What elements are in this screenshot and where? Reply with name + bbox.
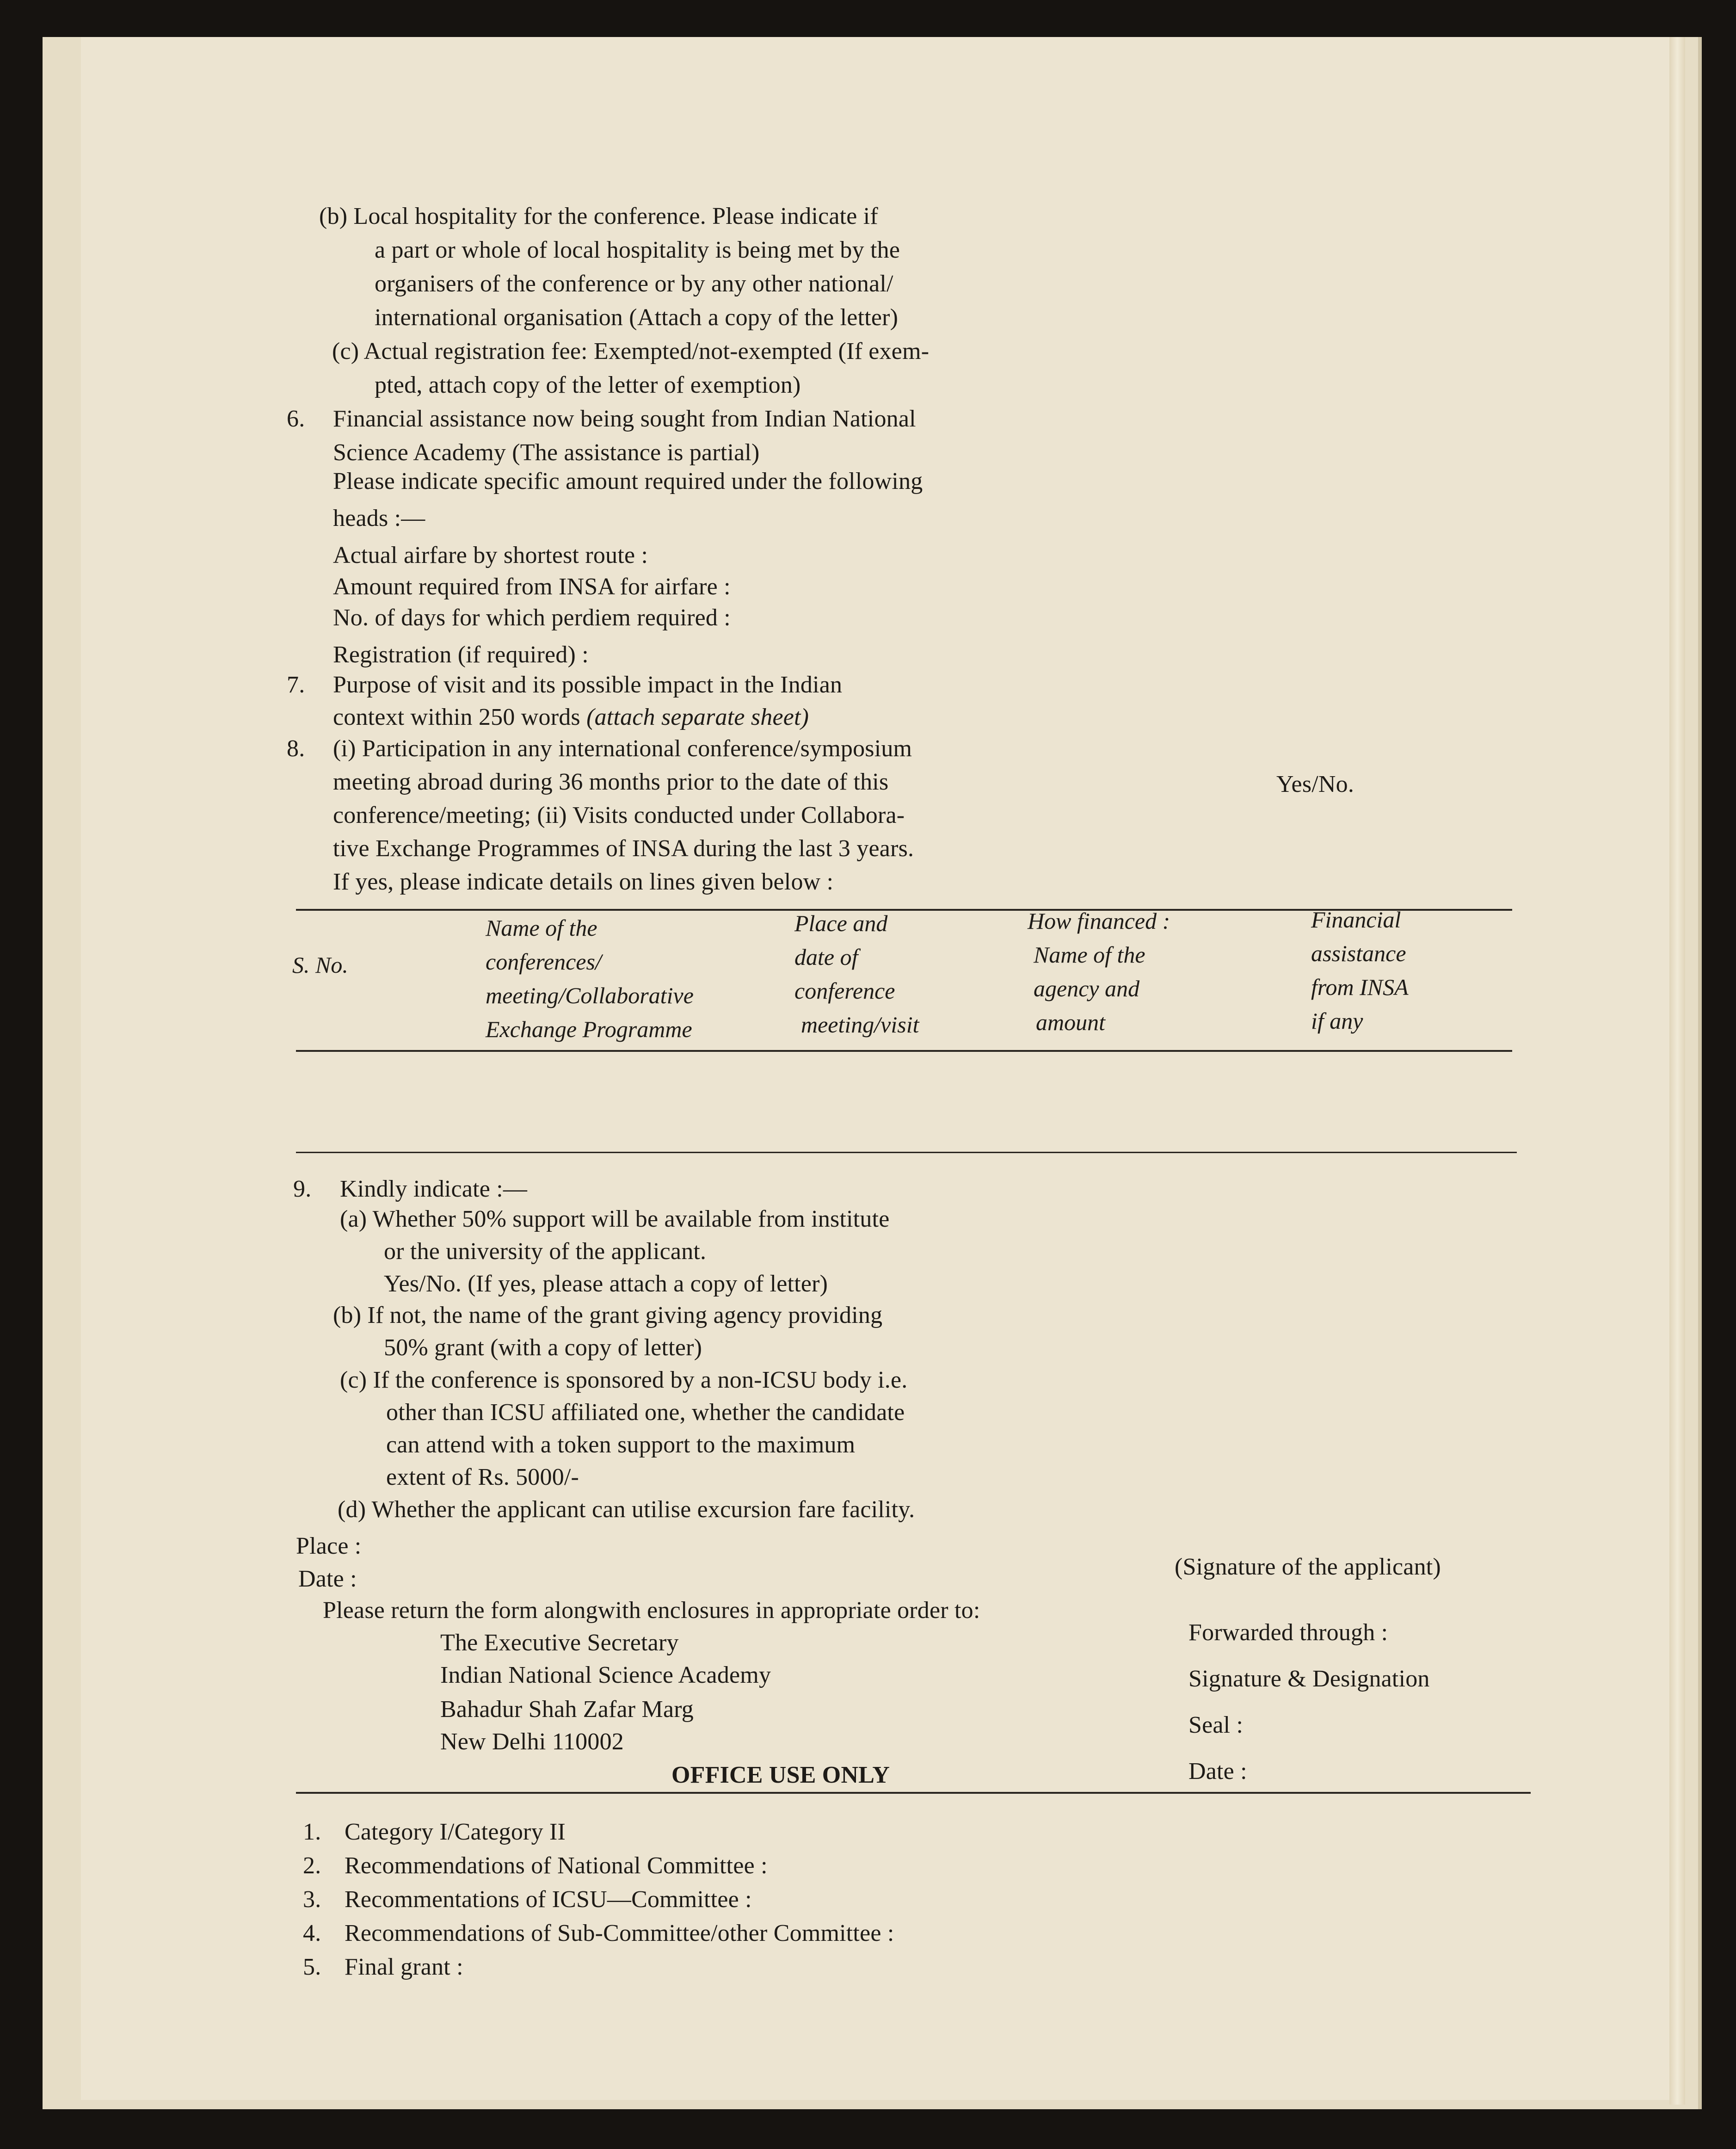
item8-line1: (i) Participation in any international conference/symposium	[333, 735, 912, 762]
item9-number: 9.	[293, 1176, 312, 1202]
table-header-name-2: conferences/	[486, 949, 602, 975]
table-header-sno: S. No.	[292, 952, 348, 978]
item6-head-registration: Registration (if required) :	[333, 642, 589, 668]
date-label: Date :	[298, 1566, 357, 1592]
item6-head-perdiem: No. of days for which perdiem required :	[333, 605, 731, 631]
forwarded-date-label: Date :	[1188, 1758, 1247, 1785]
item6-head-airfare: Actual airfare by shortest route :	[333, 542, 648, 568]
office-item-2-number: 2.	[303, 1853, 321, 1879]
office-use-heading: OFFICE USE ONLY	[671, 1762, 890, 1788]
place-label: Place :	[296, 1533, 362, 1559]
office-use-rule	[296, 1792, 1531, 1794]
return-note: Please return the form alongwith enclosures in appropriate order to:	[323, 1597, 980, 1624]
item6-line3: Please indicate specific amount required under the following	[333, 468, 923, 494]
item6-head-amount: Amount required from INSA for airfare :	[333, 574, 731, 600]
seal-label: Seal :	[1188, 1712, 1244, 1738]
item8-line3: conference/meeting; (ii) Visits conducted under Collabora-	[333, 802, 905, 828]
table-header-financed-2: Name of the	[1034, 942, 1145, 968]
table-header-assistance-1: Financial	[1311, 907, 1401, 932]
table-header-place-3: conference	[794, 978, 895, 1004]
item9-a-line2: or the university of the applicant.	[384, 1238, 707, 1265]
address-line2: Indian National Science Academy	[440, 1662, 771, 1688]
table-header-assistance-2: assistance	[1311, 940, 1406, 966]
office-item-2: Recommendations of National Committee :	[345, 1853, 768, 1879]
item6-line4: heads :—	[333, 505, 425, 531]
item6-number: 6.	[287, 406, 305, 432]
table-header-name-1: Name of the	[486, 915, 597, 941]
table-header-place-4: meeting/visit	[801, 1012, 919, 1037]
table-header-name-3: meeting/Collaborative	[486, 982, 694, 1008]
table-header-place-1: Place and	[794, 910, 888, 936]
item9-heading: Kindly indicate :—	[340, 1176, 528, 1202]
item9-d-line: (d) Whether the applicant can utilise excursion fare facility.	[338, 1496, 915, 1523]
table-header-assistance-3: from INSA	[1311, 974, 1409, 1000]
item8-number: 8.	[287, 735, 305, 762]
item5-b-line1: (b) Local hospitality for the conference. Please indicate if	[319, 203, 878, 229]
item5-c-line1: (c) Actual registration fee: Exempted/not-exempted (If exem-	[332, 338, 930, 364]
table-header-assistance-4: if any	[1311, 1008, 1363, 1034]
office-item-1: Category I/Category II	[345, 1819, 566, 1845]
office-item-5-number: 5.	[303, 1954, 321, 1980]
office-item-1-number: 1.	[303, 1819, 321, 1845]
table-header-financed-4: amount	[1036, 1009, 1105, 1035]
signature-designation: Signature & Designation	[1188, 1666, 1430, 1692]
office-item-4-number: 4.	[303, 1920, 321, 1946]
address-line3: Bahadur Shah Zafar Marg	[440, 1696, 694, 1723]
item6-line2: Science Academy (The assistance is partial)	[333, 439, 760, 466]
item5-b-line2: a part or whole of local hospitality is being met by the	[375, 237, 900, 263]
item8-line5: If yes, please indicate details on lines given below :	[333, 869, 834, 895]
page-edge	[1669, 37, 1685, 2105]
item7-line2: context within 250 words (attach separate sheet)	[333, 704, 809, 730]
signature-label: (Signature of the applicant)	[1175, 1554, 1441, 1580]
table-end-rule	[296, 1152, 1517, 1153]
address-line1: The Executive Secretary	[440, 1630, 679, 1656]
item6-line1: Financial assistance now being sought from Indian National	[333, 406, 916, 432]
item8-line4: tive Exchange Programmes of INSA during the last 3 years.	[333, 835, 914, 862]
item9-c-line4: extent of Rs. 5000/-	[386, 1464, 579, 1490]
forwarded-through: Forwarded through :	[1188, 1619, 1388, 1646]
item7-attach-note: (attach separate sheet)	[586, 704, 809, 730]
item7-line1: Purpose of visit and its possible impact in the Indian	[333, 672, 843, 698]
item5-b-line3: organisers of the conference or by any other national/	[375, 271, 893, 297]
office-item-5: Final grant :	[345, 1954, 463, 1980]
office-item-3: Recommentations of ICSU—Committee :	[345, 1886, 752, 1913]
item9-a-line1: (a) Whether 50% support will be available from institute	[340, 1206, 890, 1232]
item9-a-line3: Yes/No. (If yes, please attach a copy of letter)	[384, 1271, 828, 1297]
office-item-4: Recommendations of Sub-Committee/other Committee :	[345, 1920, 894, 1946]
office-item-3-number: 3.	[303, 1886, 321, 1913]
table-header-name-4: Exchange Programme	[486, 1016, 692, 1042]
table-header-bottom-rule	[296, 1050, 1512, 1052]
item9-b-line2: 50% grant (with a copy of letter)	[384, 1334, 702, 1361]
item9-b-line1: (b) If not, the name of the grant giving agency providing	[333, 1302, 883, 1328]
item9-c-line1: (c) If the conference is sponsored by a non-ICSU body i.e.	[340, 1367, 908, 1393]
item5-b-line4: international organisation (Attach a copy of the letter)	[375, 304, 899, 331]
item9-c-line2: other than ICSU affiliated one, whether the candidate	[386, 1399, 905, 1426]
table-header-place-2: date of	[794, 944, 858, 970]
table-header-financed-3: agency and	[1034, 976, 1140, 1001]
item8-line2: meeting abroad during 36 months prior to the date of this	[333, 769, 889, 795]
address-line4: New Delhi 110002	[440, 1729, 624, 1755]
item5-c-line2: pted, attach copy of the letter of exemption)	[375, 372, 801, 398]
table-header-financed-1: How financed :	[1028, 908, 1170, 934]
item9-c-line3: can attend with a token support to the maximum	[386, 1432, 856, 1458]
item7-number: 7.	[287, 672, 305, 698]
item8-answer: Yes/No.	[1276, 771, 1354, 797]
